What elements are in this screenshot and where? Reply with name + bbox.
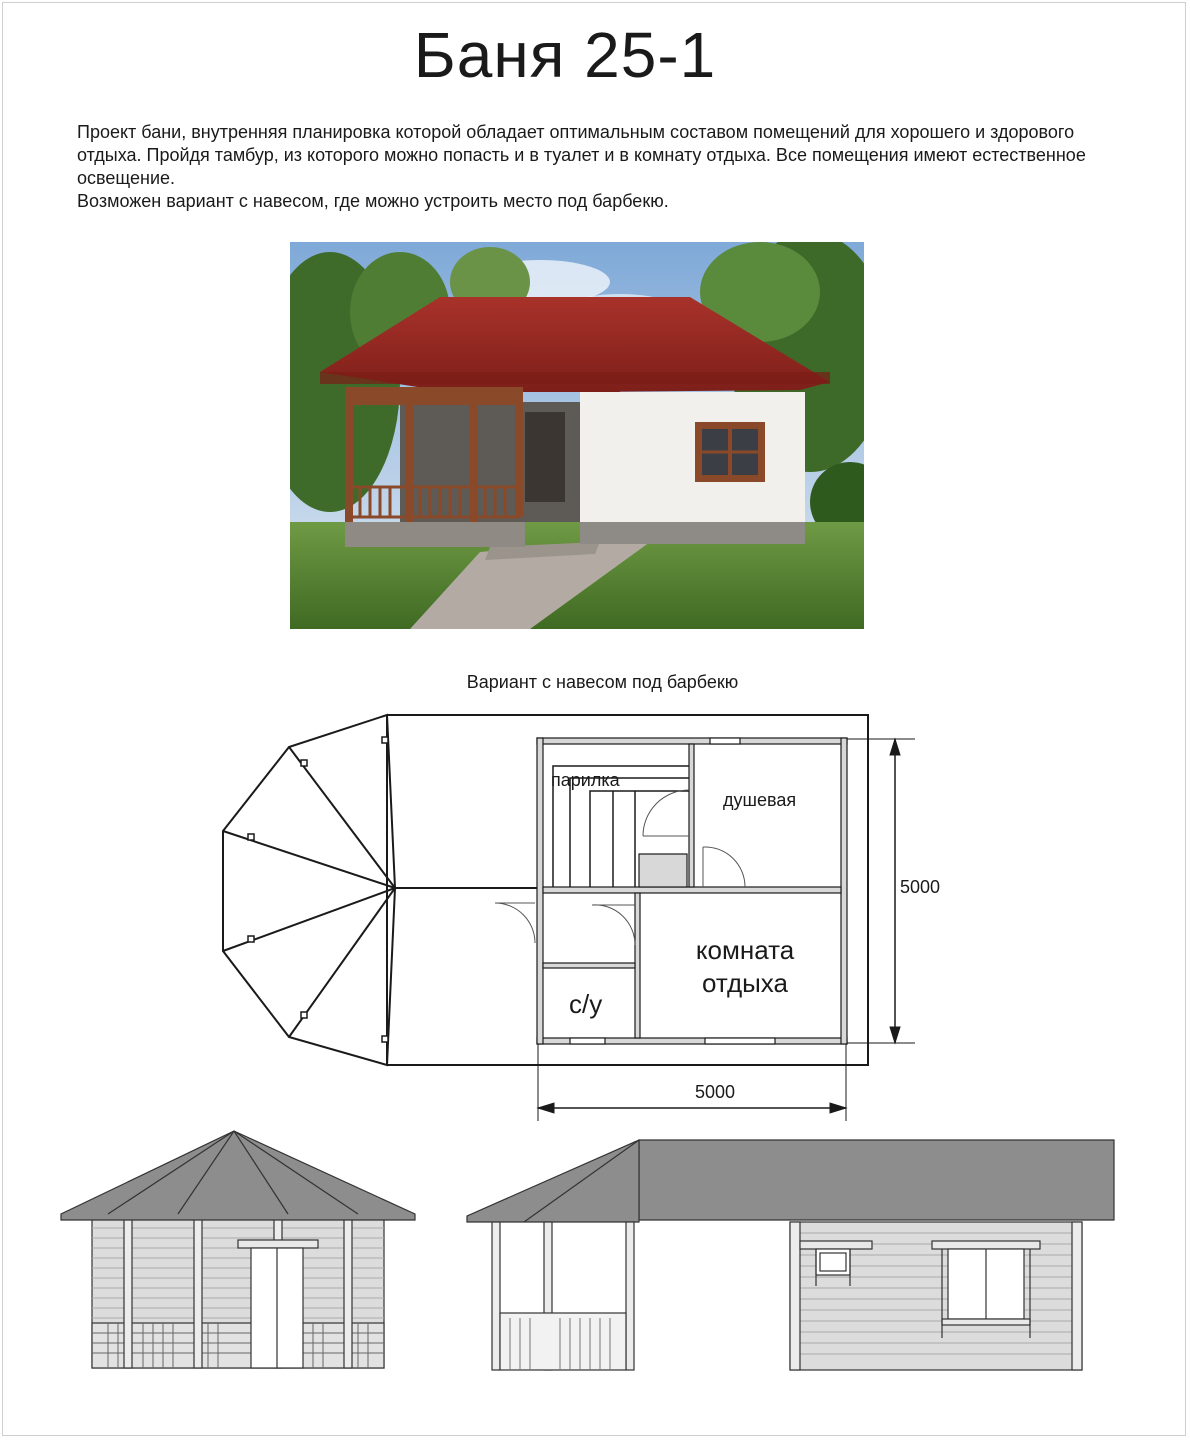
description-paragraph-2: Возможен вариант с навесом, где можно устроить место под барбекю. [77, 191, 669, 211]
page-title: Баня 25-1 [413, 19, 717, 91]
room-label-rest-room-line2: отдыха [702, 968, 788, 998]
side-elevation-drawing [464, 1138, 1118, 1373]
room-label-rest-room [685, 934, 805, 1000]
description [77, 121, 1137, 213]
description-paragraph-1: Проект бани, внутренняя планировка которой обладает оптимальным составом помещений для хорошего и здорового отдыха. Пройдя тамбур, из которого можно попасть и в туалет и в комнату отдыха. Все помещения имеют естественное освещение. [77, 122, 1086, 188]
dimension-width: 5000 [695, 1082, 736, 1102]
room-label-toilet: с/у [569, 989, 603, 1019]
front-elevation-drawing [58, 1128, 418, 1373]
plan-caption: Вариант с навесом под барбекю [466, 672, 739, 692]
room-label-rest-room-line1: комната [695, 935, 795, 965]
room-label-shower: душевая [723, 790, 797, 810]
house-rendering-image [290, 242, 864, 629]
dimension-height: 5000 [900, 877, 941, 897]
floor-plan [215, 708, 975, 1133]
room-label-steam-room: парилка [551, 770, 620, 790]
